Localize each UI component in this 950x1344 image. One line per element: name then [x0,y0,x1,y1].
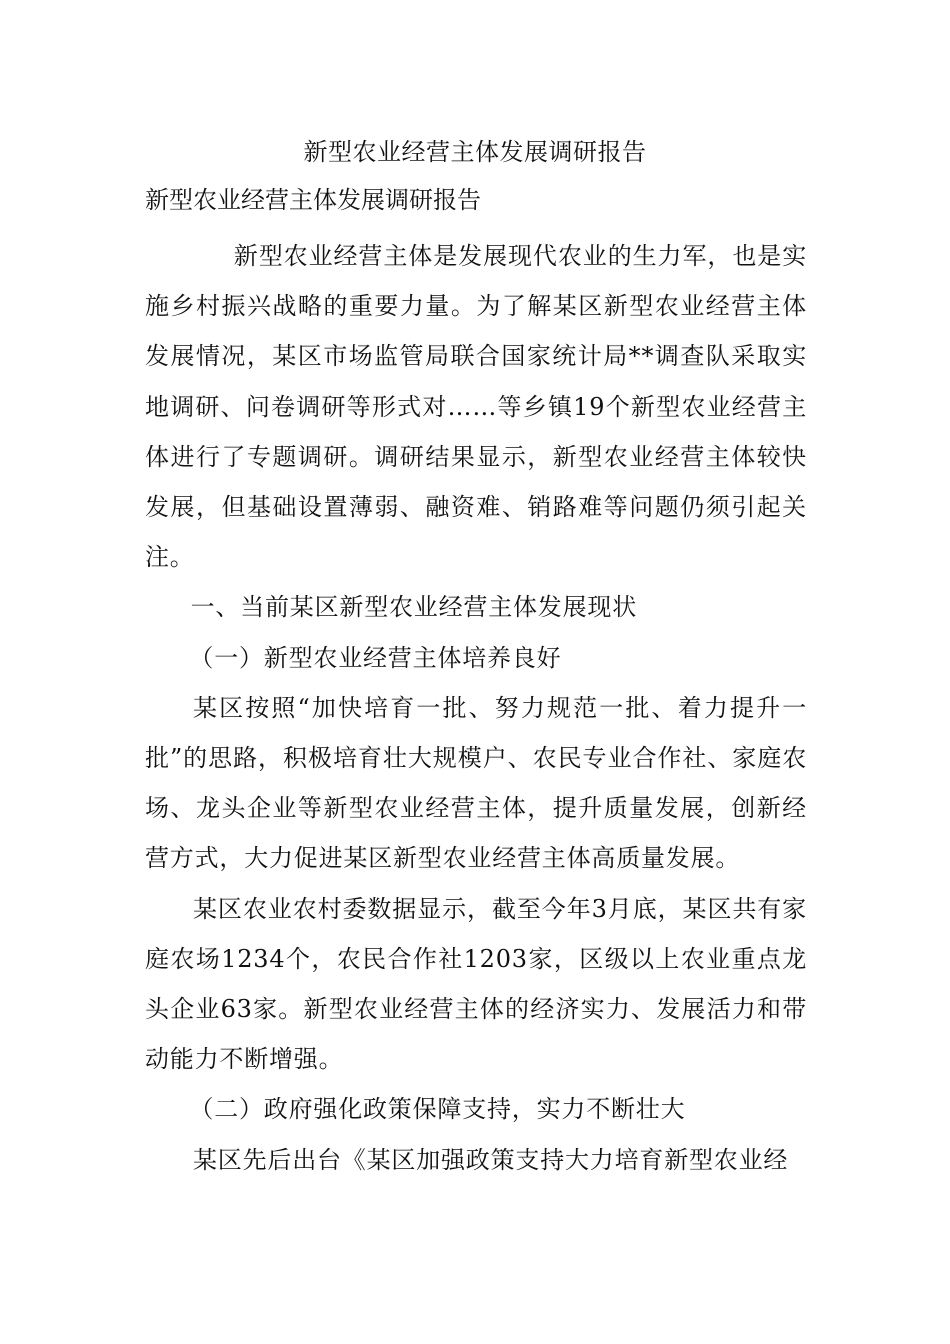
document-title: 新型农业经营主体发展调研报告 [303,138,647,166]
subsection-heading-1: （一）新型农业经营主体培养良好 [189,643,562,672]
section-heading-1: 一、当前某区新型农业经营主体发展现状 [190,593,637,622]
body-paragraph: 某区农业农村委数据显示，截至今年3月底，某区共有家庭农场1234个，农民合作社1203家，区级以上农业重点龙头企业63家。新型农业经营主体的经济实力、发展活力和带动能力不断增强。 [145,894,807,1074]
subsection-heading-2: （二）政府强化政策保障支持，实力不断壮大 [189,1095,686,1124]
intro-paragraph: 新型农业经营主体是发展现代农业的生力军，也是实施乡村振兴战略的重要力量。为了解某区新型农业经营主体发展情况，某区市场监管局联合国家统计局**调查队采取实地调研、问卷调研等形式对……等乡镇19个新型农业经营主体进行了专题调研。调研结果显示，新型农业经营主体较快发展，但基础设置薄弱、融资难、销路难等问题仍须引起关注。 [145,242,807,572]
document-body [145,231,807,1185]
document-subtitle: 新型农业经营主体发展调研报告 [145,186,481,214]
body-paragraph: 某区按照“加快培育一批、努力规范一批、着力提升一批”的思路，积极培育壮大规模户、农民专业合作社、家庭农场、龙头企业等新型农业经营主体，提升质量发展，创新经营方式，大力促进某区新型农业经营主体高质量发展。 [145,693,807,873]
body-paragraph: 某区先后出台《某区加强政策支持大力培育新型农业经 [193,1145,789,1174]
